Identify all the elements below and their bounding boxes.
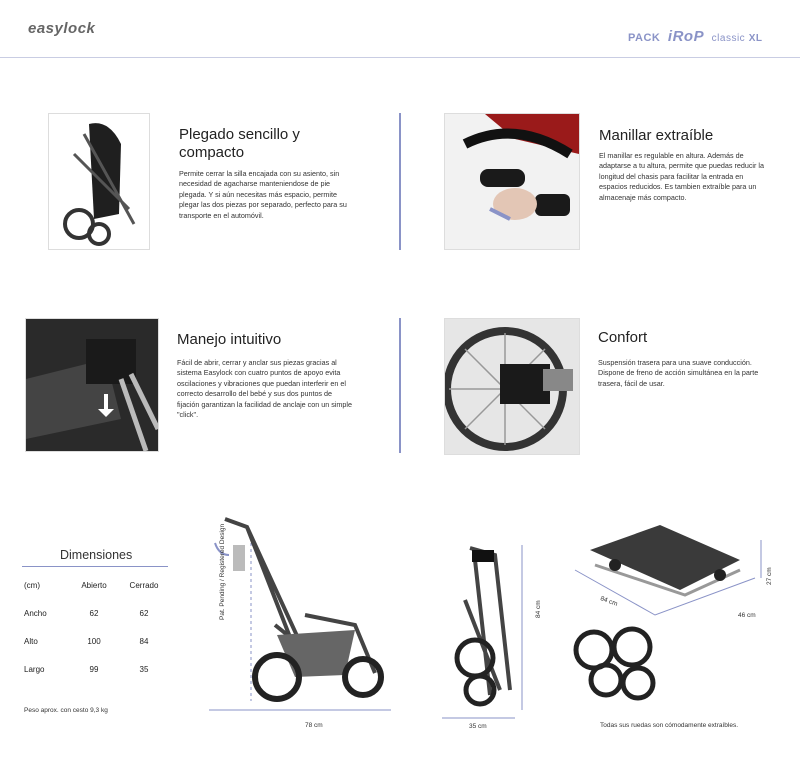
- box-height-label: 27 cm: [766, 567, 773, 585]
- table-row: [24, 599, 168, 627]
- dimensions-title: Dimensiones: [60, 548, 133, 562]
- table-header-row: [24, 571, 168, 599]
- folded-height-label: 84 cm: [535, 600, 542, 618]
- dimensions-rule: [22, 566, 168, 567]
- feature-title-plegado: Plegado sencillo y compacto: [179, 126, 300, 161]
- open-length-label: 78 cm: [305, 722, 323, 729]
- pack-model: iRoP: [667, 28, 705, 45]
- row-label: Largo: [24, 664, 45, 674]
- wheels-caption: Todas sus ruedas son cómodamente extraíbles.: [600, 722, 739, 729]
- easylock-mechanism-photo: [25, 318, 159, 452]
- handlebar-photo: [444, 113, 580, 250]
- folded-width-label: 35 cm: [469, 723, 487, 730]
- dimensions-table: [24, 571, 168, 683]
- compact-box-diagram: [565, 520, 765, 620]
- pack-suffix-classic: classic: [711, 33, 746, 44]
- row-open: 99: [89, 664, 99, 674]
- feature-text-confort: Suspensión trasera para una suave conducción. Dispone de freno de acción simultánea en la parte trasera, fácil de usar.: [598, 358, 759, 388]
- row-closed: 84: [139, 636, 149, 646]
- wheel-suspension-photo: [444, 318, 580, 455]
- feature-text-manillar: El manillar es regulable en altura. Además de adaptarse a tu altura, permite que puedas reducir la longitud del chasis para facilitar la entrada en espacios reducidos. Es tambien extraíble para un almacenaje más compacto.: [599, 151, 765, 202]
- row-label: Alto: [24, 636, 38, 646]
- row-closed: 35: [139, 664, 149, 674]
- feature-title-manillar: Manillar extraíble: [599, 127, 714, 144]
- weight-note: Peso aprox. con cesto 9,3 kg: [24, 707, 108, 714]
- row-label: Ancho: [24, 608, 47, 618]
- box-length-label: 84 cm: [599, 595, 619, 608]
- brand-logo: easylock: [28, 20, 96, 37]
- removable-wheels-diagram: [572, 625, 662, 705]
- row-closed: 62: [139, 608, 149, 618]
- feature-title-confort: Confort: [598, 329, 648, 346]
- row-open: 62: [89, 608, 99, 618]
- pack-suffix-xl: XL: [748, 33, 763, 44]
- pack-prefix: PACK: [628, 32, 661, 44]
- patent-note: Pat. Pending / Registered Design: [219, 523, 226, 620]
- folded-stroller-photo: [48, 113, 150, 250]
- divider-middle: [399, 318, 401, 453]
- table-row: [24, 627, 168, 655]
- pack-logo: [628, 28, 763, 45]
- feature-text-manejo: Fácil de abrir, cerrar y anclar sus piezas gracias al sistema Easylock con cuatro puntos de apoyo evita oscilaciones y vibraciones que puedan interferir en el correcto desarrollo del bebé y sus dos puntos de fijación garantizan la facilidad de anclaje con un simple "click".: [177, 358, 353, 420]
- header-abierto: Abierto: [81, 580, 107, 590]
- divider-top: [399, 113, 401, 250]
- header-unit: (cm): [24, 580, 40, 590]
- box-depth-label: 46 cm: [738, 612, 756, 619]
- row-open: 100: [87, 636, 101, 646]
- open-stroller-diagram: [205, 505, 400, 735]
- feature-text-plegado: Permite cerrar la silla encajada con su asiento, sin necesidad de agacharse manteniendose de pie plegada. Y si aún necesitas más espacio, permite plegar las dos piezas por separado, perfecto para su transporte en el automóvil.: [179, 169, 347, 220]
- header-rule: [0, 57, 800, 58]
- table-row: [24, 655, 168, 683]
- header-cerrado: Cerrado: [129, 580, 159, 590]
- feature-title-manejo: Manejo intuitivo: [177, 331, 282, 348]
- folded-stroller-diagram: [440, 540, 530, 720]
